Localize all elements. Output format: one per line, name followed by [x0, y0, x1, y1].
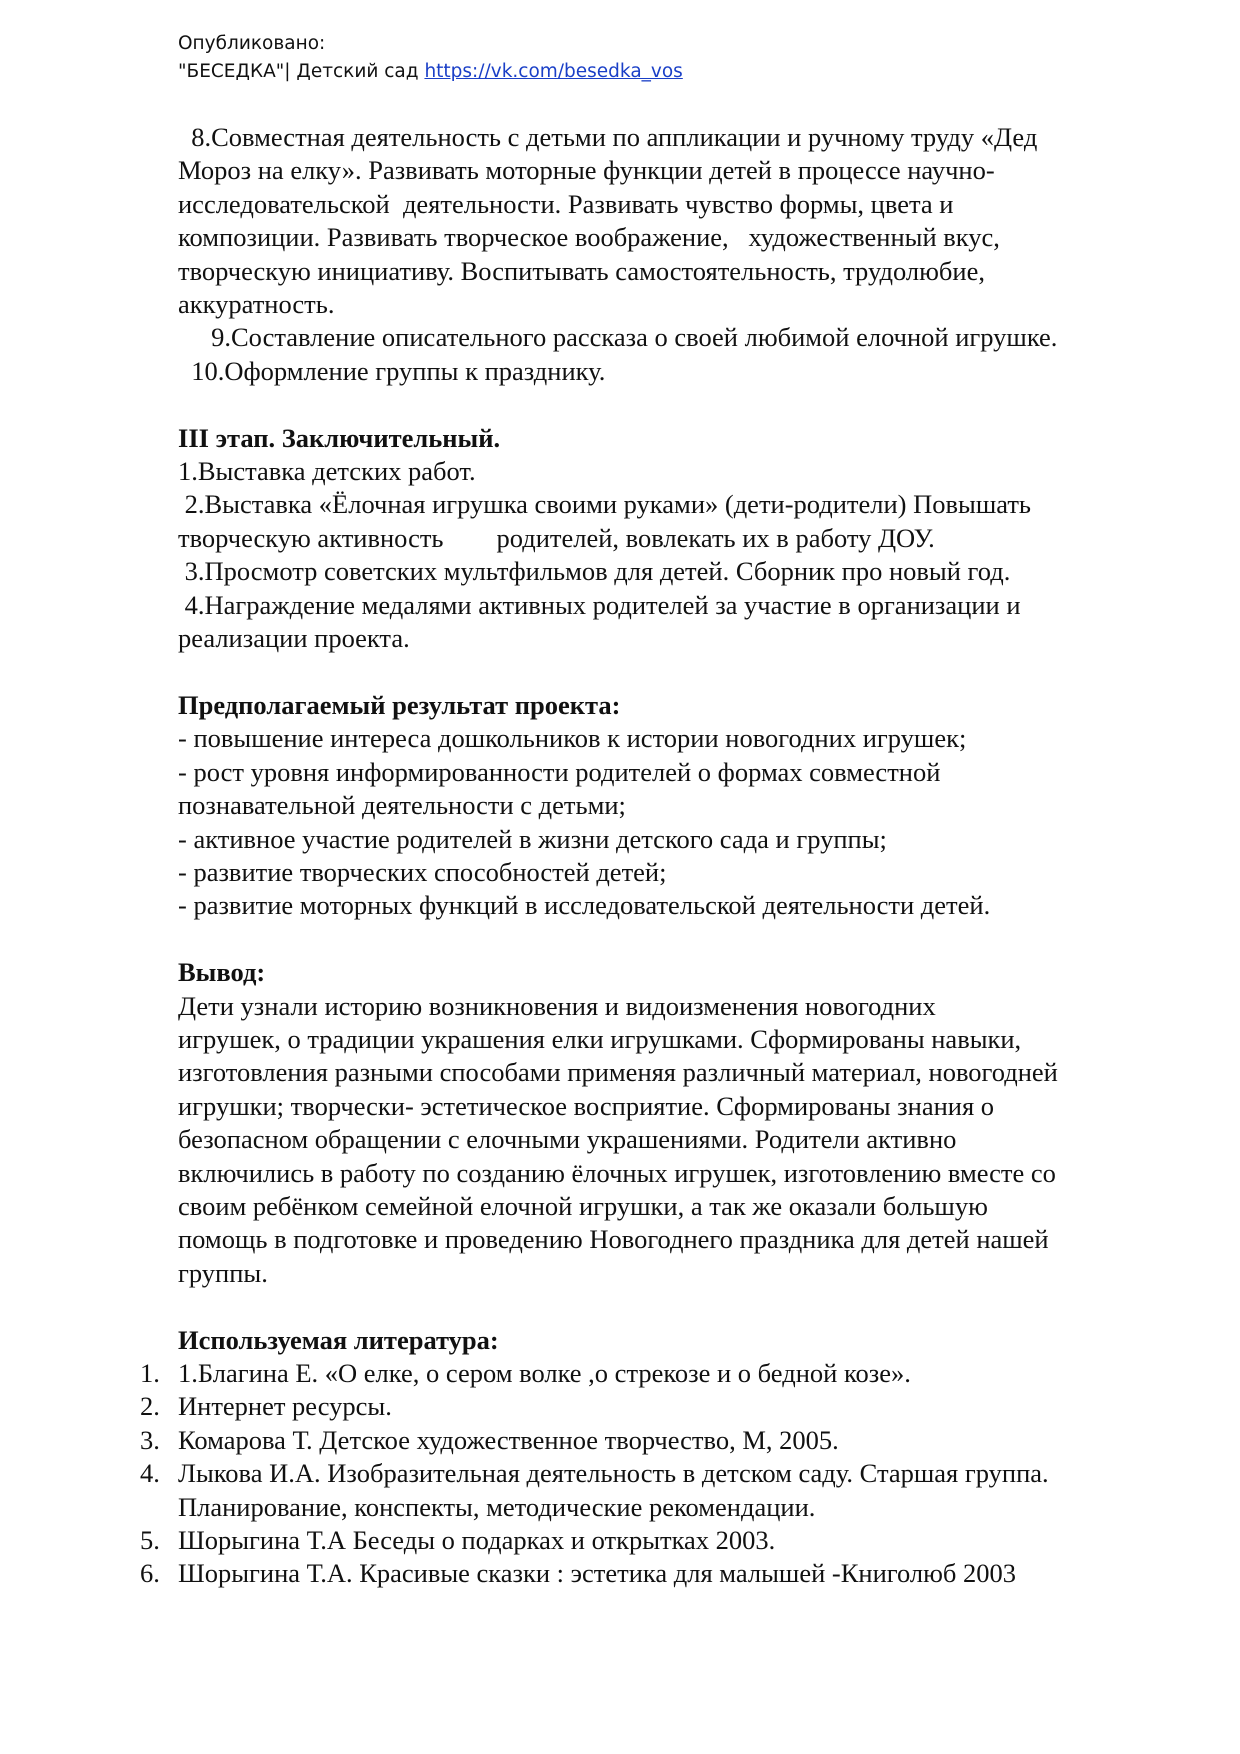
stage2-line: 9.Составление описательного рассказа о своей любимой елочной игрушке. [178, 322, 1058, 353]
list-number: 1. [140, 1357, 160, 1388]
results-line: - рост уровня информированности родителей о формах совместной [178, 756, 941, 787]
results-line: познавательной деятельности с детьми; [178, 790, 626, 821]
stage3-heading: III этап. Заключительный. [178, 422, 501, 453]
conclusion-section [178, 956, 1178, 1290]
results-line: - развитие творческих способностей детей; [178, 856, 667, 887]
literature-text: Планирование, конспекты, методические рекомендации. [178, 1491, 816, 1522]
literature-section [140, 1324, 1178, 1591]
literature-text: Шорыгина Т.А Беседы о подарках и открытках 2003. [178, 1525, 776, 1555]
list-number: 4. [140, 1458, 160, 1489]
results-line: - повышение интереса дошкольников к истории новогодних игрушек; [178, 723, 967, 754]
results-section [178, 689, 1178, 923]
conclusion-line: своим ребёнком семейной елочной игрушки, а так же оказали большую [178, 1190, 988, 1221]
stage3-line: 2.Выставка «Ёлочная игрушка своими руками» (дети-родители) Повышать [178, 489, 1031, 520]
list-number: 5. [140, 1525, 160, 1555]
conclusion-line: игрушки; творчески- эстетическое восприятие. Сформированы знания о [178, 1090, 995, 1121]
literature-list [140, 1357, 1178, 1591]
literature-item [140, 1390, 1178, 1423]
publication-header [178, 30, 683, 86]
literature-text: Лыкова И.А. Изобразительная деятельность в детском саду. Старшая группа. [178, 1458, 1049, 1489]
stage3-line: творческую активность родителей, вовлекать их в работу ДОУ. [178, 522, 935, 553]
published-label: Опубликовано: [178, 33, 326, 54]
stage3-line: реализации проекта. [178, 623, 410, 654]
stage3-line: 1.Выставка детских работ. [178, 456, 476, 487]
literature-item [140, 1424, 1178, 1457]
conclusion-heading: Вывод: [178, 957, 266, 988]
conclusion-line: группы. [178, 1257, 268, 1288]
stage3-line: 4.Награждение медалями активных родителей за участие в организации и [178, 589, 1021, 620]
publisher-line [178, 58, 683, 86]
literature-text: Комарова Т. Детское художественное творчество, М, 2005. [178, 1424, 839, 1455]
stage2-line: аккуратность. [178, 289, 335, 320]
conclusion-line: изготовления разными способами применяя различный материал, новогодней [178, 1057, 1058, 1088]
stage2-line: композиции. Развивать творческое воображение, художественный вкус, [178, 222, 1000, 253]
literature-text: Интернет ресурсы. [178, 1391, 392, 1422]
literature-text: 1.Благина Е. «О елке, о сером волке ,о стрекозе и о бедной козе». [178, 1357, 911, 1388]
stage3-line: 3.Просмотр советских мультфильмов для детей. Сборник про новый год. [178, 556, 1011, 587]
stage2-items [178, 121, 1178, 388]
literature-heading: Используемая литература: [178, 1324, 499, 1355]
results-heading: Предполагаемый результат проекта: [178, 689, 621, 720]
results-line: - развитие моторных функций в исследовательской деятельности детей. [178, 890, 991, 921]
list-number: 6. [140, 1558, 160, 1589]
vk-link[interactable]: https://vk.com/besedka_vos [424, 61, 683, 82]
document-body [140, 121, 1178, 1591]
results-line: - активное участие родителей в жизни детского сада и группы; [178, 823, 887, 854]
stage3-section [178, 422, 1178, 656]
literature-item [140, 1357, 1178, 1390]
conclusion-line: включились в работу по созданию ёлочных игрушек, изготовлению вместе со [178, 1157, 1056, 1188]
literature-item [140, 1557, 1178, 1590]
list-number: 2. [140, 1391, 160, 1422]
list-number: 3. [140, 1424, 160, 1455]
stage2-line: Мороз на елку». Развивать моторные функции детей в процессе научно- [178, 155, 995, 186]
literature-item [140, 1457, 1178, 1524]
stage2-line: исследовательской деятельности. Развивать чувство формы, цвета и [178, 188, 954, 219]
publisher-name: "БЕСЕДКА"| Детский сад [178, 61, 425, 82]
stage2-line: 8.Совместная деятельность с детьми по аппликации и ручному труду «Дед [178, 122, 1038, 152]
literature-text: Шорыгина Т.А. Красивые сказки : эстетика для малышей -Книголюб 2003 [178, 1558, 1016, 1589]
conclusion-line: игрушек, о традиции украшения елки игрушками. Сформированы навыки, [178, 1023, 1022, 1054]
stage2-line: творческую инициативу. Воспитывать самостоятельность, трудолюбие, [178, 255, 985, 286]
conclusion-line: Дети узнали историю возникновения и видоизменения новогодних [178, 990, 936, 1021]
conclusion-line: безопасном обращении с елочными украшениями. Родители активно [178, 1124, 957, 1155]
literature-item [140, 1524, 1178, 1557]
stage2-line: 10.Оформление группы к празднику. [178, 355, 606, 386]
conclusion-line: помощь в подготовке и проведению Новогоднего праздника для детей нашей [178, 1224, 1049, 1255]
